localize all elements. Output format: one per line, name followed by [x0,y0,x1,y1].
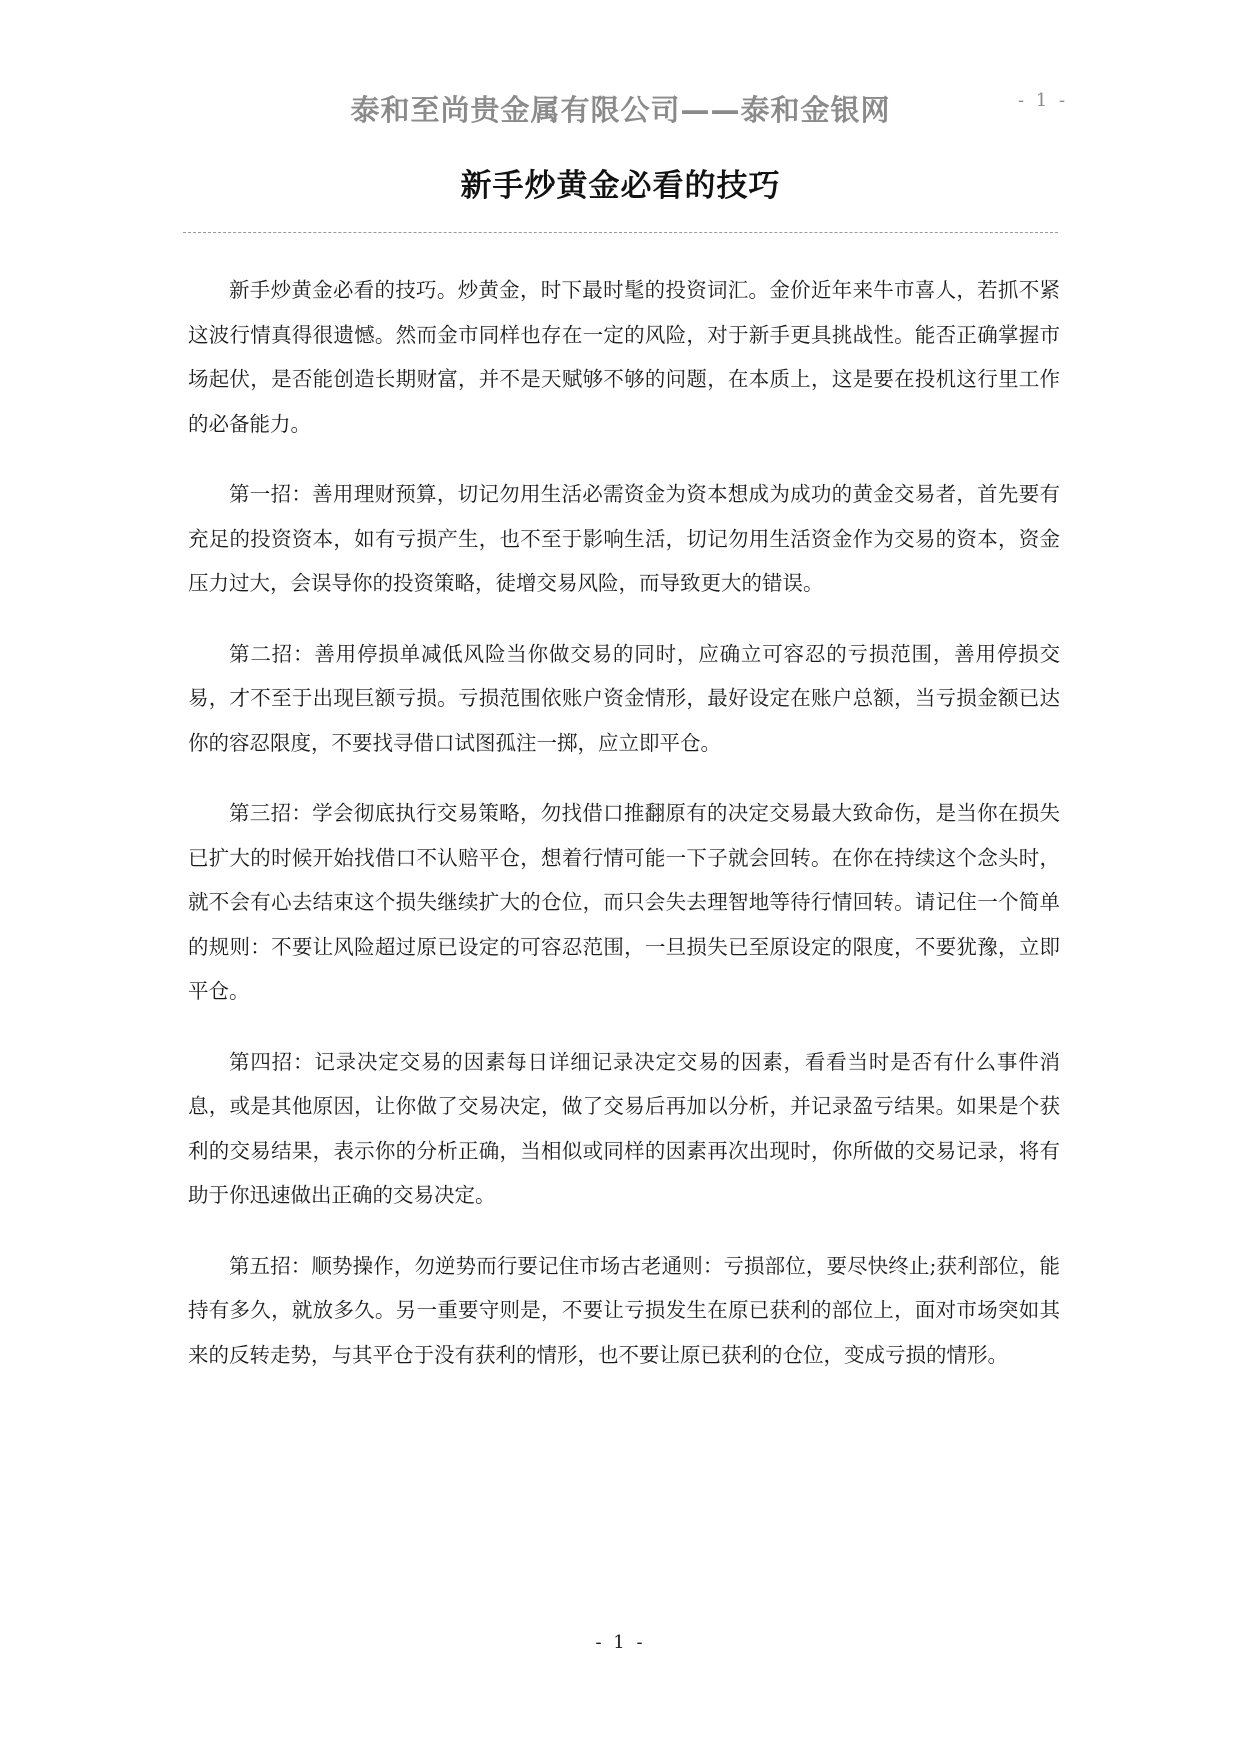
footer-page-number: - 1 - [595,1632,646,1653]
tip-paragraph-2: 第二招：善用停损单减低风险当你做交易的同时，应确立可容忍的亏损范围，善用停损交易，才不至于出现巨额亏损。亏损范围依账户资金情形，最好设定在账户总额，当亏损金额已达你的容忍限度，不要找寻借口试图孤注一掷，应立即平仓。 [188,641,1060,755]
intro-paragraph: 新手炒黄金必看的技巧。炒黄金，时下最时髦的投资词汇。金价近年来牛市喜人，若抓不紧这波行情真得很遗憾。然而金市同样也存在一定的风险，对于新手更具挑战性。能否正确掌握市场起伏，是否能创造长期财富，并不是天赋够不够的问题，在本质上，这是要在投机这行里工作的必备能力。 [188,278,1060,436]
tip-paragraph-1: 第一招：善用理财预算，切记勿用生活必需资金为资本想成为成功的黄金交易者，首先要有充足的投资资本，如有亏损产生，也不至于影响生活，切记勿用生活资金作为交易的资本，资金压力过大，会误导你的投资策略，徒增交易风险，而导致更大的错误。 [188,482,1060,595]
tip-paragraph-5: 第五招：顺势操作，勿逆势而行要记住市场古老通则：亏损部位，要尽快终止;获利部位，能持有多久，就放多久。另一重要守则是，不要让亏损发生在原已获利的部位上，面对市场突如其来的反转走势，与其平仓于没有获利的情形，也不要让原已获利的仓位，变成亏损的情形。 [188,1253,1060,1367]
tip-paragraph-3: 第三招：学会彻底执行交易策略，勿找借口推翻原有的决定交易最大致命伤，是当你在损失已扩大的时候开始找借口不认赔平仓，想着行情可能一下子就会回转。在你在持续这个念头时，就不会有心去结束这个损失继续扩大的仓位，而只会失去理智地等待行情回转。请记住一个简单的规则：不要让风险超过原已设定的可容忍范围，一旦损失已至原设定的限度，不要犹豫，立即平仓。 [188,801,1060,1003]
document-title: 新手炒黄金必看的技巧 [460,168,781,204]
title-divider [183,232,1058,233]
document-body [188,268,1060,1403]
header-page-number: - 1 - [1018,90,1069,111]
company-header: 泰和至尚贵金属有限公司——泰和金银网 [350,93,891,127]
tip-paragraph-4: 第四招：记录决定交易的因素每日详细记录决定交易的因素，看看当时是否有什么事件消息，或是其他原因，让你做了交易决定，做了交易后再加以分析，并记录盈亏结果。如果是个获利的交易结果，表示你的分析正确，当相似或同样的因素再次出现时，你所做的交易记录，将有助于你迅速做出正确的交易决定。 [188,1049,1060,1207]
